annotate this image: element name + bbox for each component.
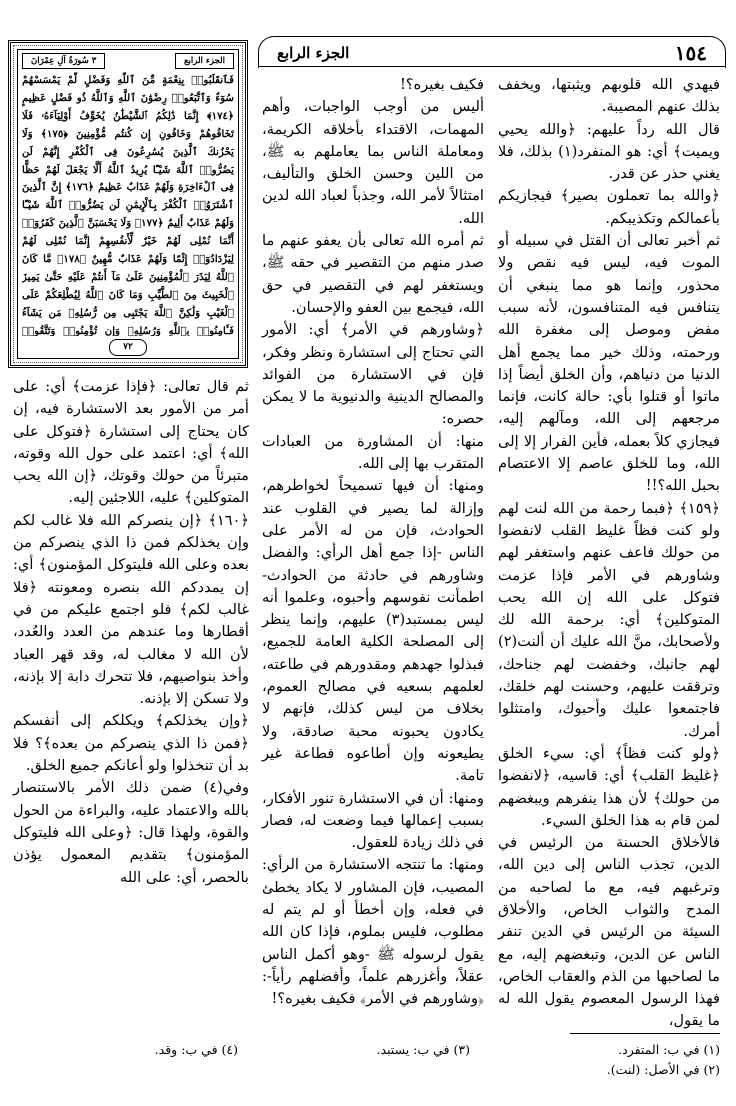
paragraph: وفي(٤) ضمن ذلك الأمر بالاستنصار بالله والاعتماد عليه، والبراءة من الحول والقوة، ولهذا قال: ﴿وعلى الله فليتوكل المؤمنون﴾ بتقديم المعمول يؤذن بالحصر، أي: على الله bbox=[13, 779, 249, 886]
mushaf-juz-label: الجزء الرابع bbox=[175, 53, 234, 69]
column-middle bbox=[262, 74, 484, 1010]
mushaf-verses: فَٱنقَلَبُوا۟ بِنِعْمَةٍ مِّنَ ٱللَّهِ وَفَضْلٍ لَّمْ يَمْسَسْهُمْ سُوٓءٌ وَٱتَّبَعُوا۟ رِضْوَٰنَ ٱللَّهِ وَٱللَّهُ ذُو فَضْلٍ عَظِيمٍ ﴿١٧٤﴾ إِنَّمَا ذَٰلِكُمُ ٱلشَّيْطَٰنُ يُخَوِّفُ أَوْلِيَآءَهُۥ فَلَا تَخَافُوهُمْ وَخَافُونِ إِن كُنتُم مُّؤْمِنِينَ ﴿١٧٥﴾ وَلَا يَحْزُنكَ ٱلَّذِينَ يُسَٰرِعُونَ فِى ٱلْكُفْرِ إِنَّهُمْ لَن يَضُرُّوا۟ ٱللَّهَ شَيْـًٔا يُرِيدُ ٱللَّهُ أَلَّا يَجْعَلَ لَهُمْ حَظًّا فِى ٱلْءَاخِرَةِ وَلَهُمْ عَذَابٌ عَظِيمٌ ﴿١٧٦﴾ إِنَّ ٱلَّذِينَ ٱشْتَرَوُا۟ ٱلْكُفْرَ بِٱلْإِيمَٰنِ لَن يَضُرُّوا۟ ٱللَّهَ شَيْـًٔا وَلَهُمْ عَذَابٌ أَلِيمٌ ﴿١٧٧﴾ وَلَا يَحْسَبَنَّ ٱلَّذِينَ كَفَرُوٓا۟ أَنَّمَا نُمْلِى لَهُمْ خَيْرٌ لِّأَنفُسِهِمْ إِنَّمَا نُمْلِى لَهُمْ لِيَزْدَادُوٓا۟ إِثْمًا وَلَهُمْ عَذَابٌ مُّهِينٌ ﴿١٧٨﴾ مَّا كَانَ ٱللَّهُ لِيَذَرَ ٱلْمُؤْمِنِينَ عَلَىٰ مَآ أَنتُمْ عَلَيْهِ حَتَّىٰ يَمِيزَ ٱلْخَبِيثَ مِنَ ٱلطَّيِّبِ وَمَا كَانَ ٱللَّهُ لِيُطْلِعَكُمْ عَلَى ٱلْغَيْبِ وَلَٰكِنَّ ٱللَّهَ يَجْتَبِى مِن رُّسُلِهِۦ مَن يَشَآءُ فَـَٔامِنُوا۟ بِٱللَّهِ وَرُسُلِهِۦ وَإِن تُؤْمِنُوا۟ وَتَتَّقُوا۟ bbox=[22, 74, 234, 336]
paragraph: فالأخلاق الحسنة من الرئيس في الدين، تجذب الناس إلى دين الله، وترغبهم فيه، مع ما لصاحبه من المدح والثواب الخاص، والأخلاق السيئة من الرئيس في الدين تنفر الناس عن الدين، وتبغضهم إليه، مع ما لصاحبها من الذم والعقاب الخاص، فهذا الرسول المعصوم يقول الله له ما يقول، bbox=[498, 834, 720, 1030]
paragraph: ومنها: أن في الاستشارة تنور الأفكار، بسبب إعمالها فيما وضعت له، فصار في ذلك زيادة للعقول. bbox=[262, 789, 484, 852]
paragraph: ﴿١٦٠﴾ ﴿إن ينصركم الله فلا غالب لكم وإن يخذلكم فمن ذا الذي ينصركم من بعده وعلى الله فليتوكل المؤمنون﴾ أي: إن يمددكم الله بنصره ومعونته ﴿فلا غالب لكم﴾ فلو اجتمع عليكم من في أقطارها وما عندهم من العدد والعُدد، لأن الله لا مغالب له، وقد قهر العباد وأخذ بنواصيهم، فلا تتحرك دابة إلا بإذنه، ولا تسكن إلا بإذنه. bbox=[13, 511, 249, 708]
paragraph: ﴿والله بما تعملون بصير﴾ فيجازيكم بأعمالكم وتكذيبكم. bbox=[498, 187, 720, 227]
column-right bbox=[498, 74, 720, 1033]
paragraph: ثم أمره الله تعالى بأن يعفو عنهم ما صدر منهم من التقصير في حقه ﷺ، ويستغفر لهم في التقصير في حق الله، فيجمع بين العفو والإحسان. bbox=[262, 232, 484, 316]
paragraph: ومنها: ما تنتجه الاستشارة من الرأي: المصيب، فإن المشاور لا يكاد يخطئ في فعله، وإن أخطأ أو لم يتم له مطلوب، فليس بملوم، فإذا كان الله يقول لرسوله ﷺ -وهو أكمل الناس عقلاً، وأغزرهم علماً، وأفضلهم رأياً-: ﴿وشاورهم في الأمر﴾ فكيف بغيره؟! bbox=[262, 856, 484, 1008]
paragraph: ثم أخبر تعالى أن القتل في سبيله أو الموت فيه، ليس فيه نقص ولا محذور، وإنما هو مما ينبغي أن يتنافس فيه المتنافسون، لأنه سبب مفض وموصل إلى مغفرة الله ورحمته، وذلك خير مما يجمع أهل الدنيا من دنياهم، وأن الخلق أيضاً إذا ماتوا أو قتلوا بأي: حالة كانت، فإنما مرجعهم إلى الله، ومآلهم إليه، فيجازي كلاً بعمله، فأين الفرار إلا إلى الله، وما للخلق عاصم إلا الاعتصام بحبل الله؟!! bbox=[498, 232, 720, 495]
paragraph: أليس من أوجب الواجبات، وأهم المهمات، الاقتداء بأخلاقه الكريمة، ومعاملة الناس بما يعاملهم به ﷺ، من اللين وحسن الخلق والتأليف، امتثالاً لأمر الله، وجذباً لعباد الله لدين الله. bbox=[262, 98, 484, 227]
paragraph: ومنها: أن فيها تسميحاً لخواطرهم، وإزالة لما يصير في القلوب عند الحوادث، فإن من له الأمر على الناس -إذا جمع أهل الرأي: والفضل وشاورهم في حادثة من الحوادث- اطمأنت نفوسهم وأحبوه، وعلموا أنه ليس بمستبد(٣) عليهم، وإنما ينظر إلى المصلحة الكلية العامة للجميع، فبذلوا جهدهم ومقدورهم في طاعته، لعلمهم بسعيه في مصالح العموم، بخلاف من ليس كذلك، فإنهم لا يكادون يحبونه محبة صادقة، ولا يطيعونه وإن أطاعوه فطاعة غير تامة. bbox=[262, 477, 484, 785]
page-header bbox=[258, 36, 726, 68]
footnote-3: (٣) في ب: يستبد. bbox=[376, 1042, 470, 1057]
mushaf-header-band bbox=[22, 53, 234, 69]
footnote-1: (١) في ب: المتفرد. bbox=[618, 1042, 720, 1057]
mushaf-page-inset bbox=[8, 40, 248, 368]
footnote-2: (٢) في الأصل: (لنت). bbox=[606, 1062, 720, 1077]
column-left bbox=[13, 376, 249, 889]
header-rule bbox=[258, 66, 726, 67]
paragraph: ثم قال تعالى: ﴿فإذا عزمت﴾ أي: على أمر من الأمور بعد الاستشارة فيه، إن كان يحتاج إلى استشارة ﴿فتوكل على الله﴾ أي: اعتمد على حول الله وقوته، متبرئاً من حولك وقوتك، ﴿إن الله يحب المتوكلين﴾ عليه، اللاجئين إليه. bbox=[13, 378, 249, 507]
paragraph: فكيف بغيره؟! bbox=[400, 76, 484, 93]
paragraph: فيهدي الله قلوبهم ويثبتها، ويخفف بذلك عنهم المصيبة. bbox=[498, 76, 720, 116]
footnote-rule bbox=[570, 1033, 720, 1034]
mushaf-page-number: ٧٢ bbox=[109, 339, 147, 356]
paragraph: ﴿١٥٩﴾ ﴿فبما رحمة من الله لنت لهم ولو كنت فظاً غليظ القلب لانفضوا من حولك فاعف عنهم واستغفر لهم وشاورهم في الأمر فإذا عزمت فتوكل على الله إن الله يحب المتوكلين﴾ أي: برحمة الله لك ولأصحابك، منَّ الله عليك أن ألنت(٢) لهم جانبك، وخفضت لهم جناحك، وترققت عليهم، وحسنت لهم خلقك، فاجتمعوا عليك وأحبوك، وامتثلوا أمرك. bbox=[498, 499, 720, 740]
mushaf-surah-label: ٣ سُورَةُ آلِ عِمْرَانَ bbox=[22, 53, 105, 69]
paragraph: ﴿وإن يخذلكم﴾ ويكلكم إلى أنفسكم ﴿فمن ذا الذي ينصركم من بعده﴾؟ فلا بد أن تنخذلوا ولو أعانكم جميع الخلق. bbox=[13, 712, 249, 775]
page-number: ١٥٤ bbox=[674, 40, 707, 65]
paragraph: ﴿وشاورهم في الأمر﴾ أي: الأمور التي تحتاج إلى استشارة ونظر وفكر، فإن في الاستشارة من الفوائد والمصالح الدينية والدنيوية ما لا يمكن حصره: bbox=[262, 321, 484, 428]
mushaf-frame bbox=[17, 49, 239, 359]
footnote-4: (٤) في ب: وقد. bbox=[154, 1042, 238, 1057]
paragraph: ﴿ولو كنت فظاً﴾ أي: سيء الخلق ﴿غليظ القلب﴾ أي: قاسيه، ﴿لانفضوا من حولك﴾ لأن هذا ينفرهم ويبغضهم لمن قام به هذا الخلق السيء. bbox=[498, 744, 720, 829]
paragraph: قال الله رداً عليهم: ﴿والله يحيي ويميت﴾ أي: هو المنفرد(١) بذلك، فلا يغني حذر عن قدر. bbox=[498, 120, 720, 183]
paragraph: منها: أن المشاورة من العبادات المتقرب بها إلى الله. bbox=[262, 432, 484, 473]
running-head: الجزء الرابع bbox=[277, 43, 350, 62]
